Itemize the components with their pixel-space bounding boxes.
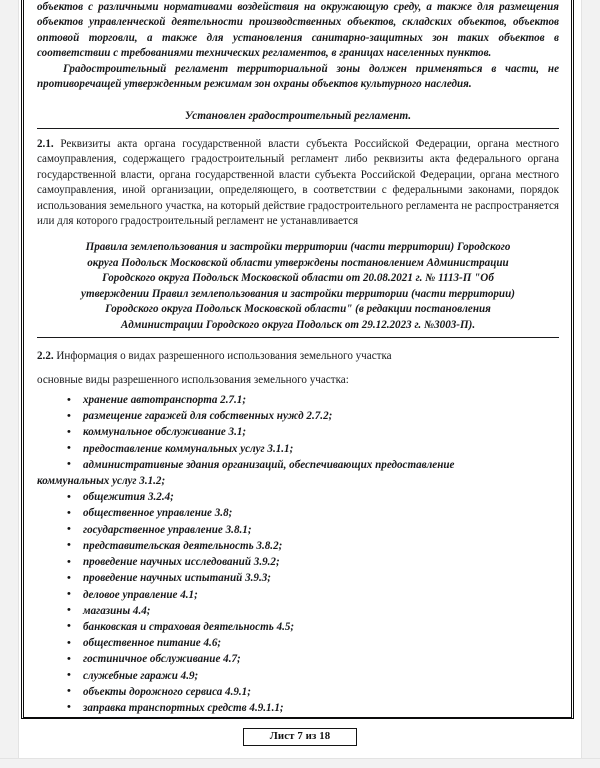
established-regulation-heading: Установлен градостроительный регламент. [184, 109, 412, 122]
section-2-2-subheading: основные виды разрешенного использования земельного участка: [37, 373, 349, 386]
list-item: • проведение научных исследований 3.9.2; [37, 554, 559, 570]
list-item: • общежития 3.2.4; [37, 489, 559, 505]
page-bottom-edge [0, 758, 600, 768]
rules-line-3: Городского округа Подольск Московской области от 20.08.2021 г. № 1113-П "Об [102, 272, 494, 285]
spacer [37, 338, 559, 349]
list-item: • общественное управление 3.8; [37, 505, 559, 521]
list-item [37, 457, 559, 489]
list-item: • общественное питание 4.6; [37, 635, 559, 651]
rules-line-1: Правила землепользования и застройки территории (части территории) Городского [85, 241, 511, 254]
document-flow [37, 0, 559, 716]
list-item-text: административные здания организаций, обеспечивающих предоставление [83, 458, 455, 471]
rules-line-4: утверждении Правил землепользования и застройки территории (части территории) [81, 287, 515, 300]
section-2-1-text: Реквизиты акта органа государственной власти субъекта Российской Федерации, органа местного самоуправления, содержащего градостроительный регламент либо реквизиты акта федерального органа государственной власти, органа государственной власти субъекта Российской Федерации, органа местного самоуправления, иной организации, определяющего, в соответствии с федеральными законами, порядок использования земельного участка, на который действие градостроительного регламента не распространяется или для которого градостроительный регламент не устанавливается [37, 137, 559, 227]
content-frame [21, 0, 574, 719]
list-item-continuation: коммунальных услуг 3.1.2; [37, 475, 166, 488]
list-item: • предоставление коммунальных услуг 3.1.1; [37, 441, 559, 457]
list-item: • служебные гаражи 4.9; [37, 668, 559, 684]
heritage-paragraph: Градостроительный регламент территориальной зоны должен применяться в части, не противоречащей утвержденным режимам зон охраны объектов культурного наследия. [37, 62, 559, 91]
list-item: • объекты дорожного сервиса 4.9.1; [37, 684, 559, 700]
list-item: • магазины 4.4; [37, 603, 559, 619]
spacer [37, 129, 559, 137]
intro-paragraph: объектов с различными нормативами воздействия на окружающую среду, а также для размещения объектов управленческой деятельности производственных объектов, складских объектов, объектов оптовой торговли, а также для установления санитарно-защитных зон таких объектов в соответствии с требованиями технических регламентов, в границах населенных пунктов. [37, 1, 559, 60]
spacer [37, 93, 559, 108]
list-item: • гостиничное обслуживание 4.7; [37, 651, 559, 667]
rules-line-5: Городского округа Подольск Московской области" (в редакции постановления [105, 303, 491, 316]
list-item: • государственное управление 3.8.1; [37, 522, 559, 538]
list-item: • размещение гаражей для собственных нужд 2.7.2; [37, 408, 559, 424]
list-item: • хранение автотранспорта 2.7.1; [37, 392, 559, 408]
list-item: • банковская и страховая деятельность 4.5; [37, 619, 559, 635]
sheet-number-badge: Лист 7 из 18 [243, 728, 357, 746]
permitted-use-list [37, 392, 559, 716]
list-item: • деловое управление 4.1; [37, 587, 559, 603]
page-gutter-right [581, 0, 600, 768]
list-item: • представительская деятельность 3.8.2; [37, 538, 559, 554]
section-2-2-heading-text: Информация о видах разрешенного использования земельного участка [56, 350, 392, 363]
page-gutter-left [0, 0, 19, 768]
list-item: • проведение научных испытаний 3.9.3; [37, 570, 559, 586]
section-2-1-number: 2.1. [37, 137, 54, 150]
list-item: • заправка транспортных средств 4.9.1.1; [37, 700, 559, 716]
list-item: • коммунальное обслуживание 3.1; [37, 424, 559, 440]
section-2-2-heading [37, 349, 559, 364]
spacer [37, 365, 559, 373]
rules-line-6: Администрации Городского округа Подольск от 29.12.2023 г. №3003-П). [120, 318, 476, 331]
section-2-1-paragraph [37, 137, 559, 230]
page-footer [0, 726, 600, 746]
spacer [37, 229, 559, 240]
section-2-2-number: 2.2. [37, 350, 54, 363]
rules-line-2: округа Подольск Московской области утверждены постановлением Администрации [87, 256, 509, 269]
